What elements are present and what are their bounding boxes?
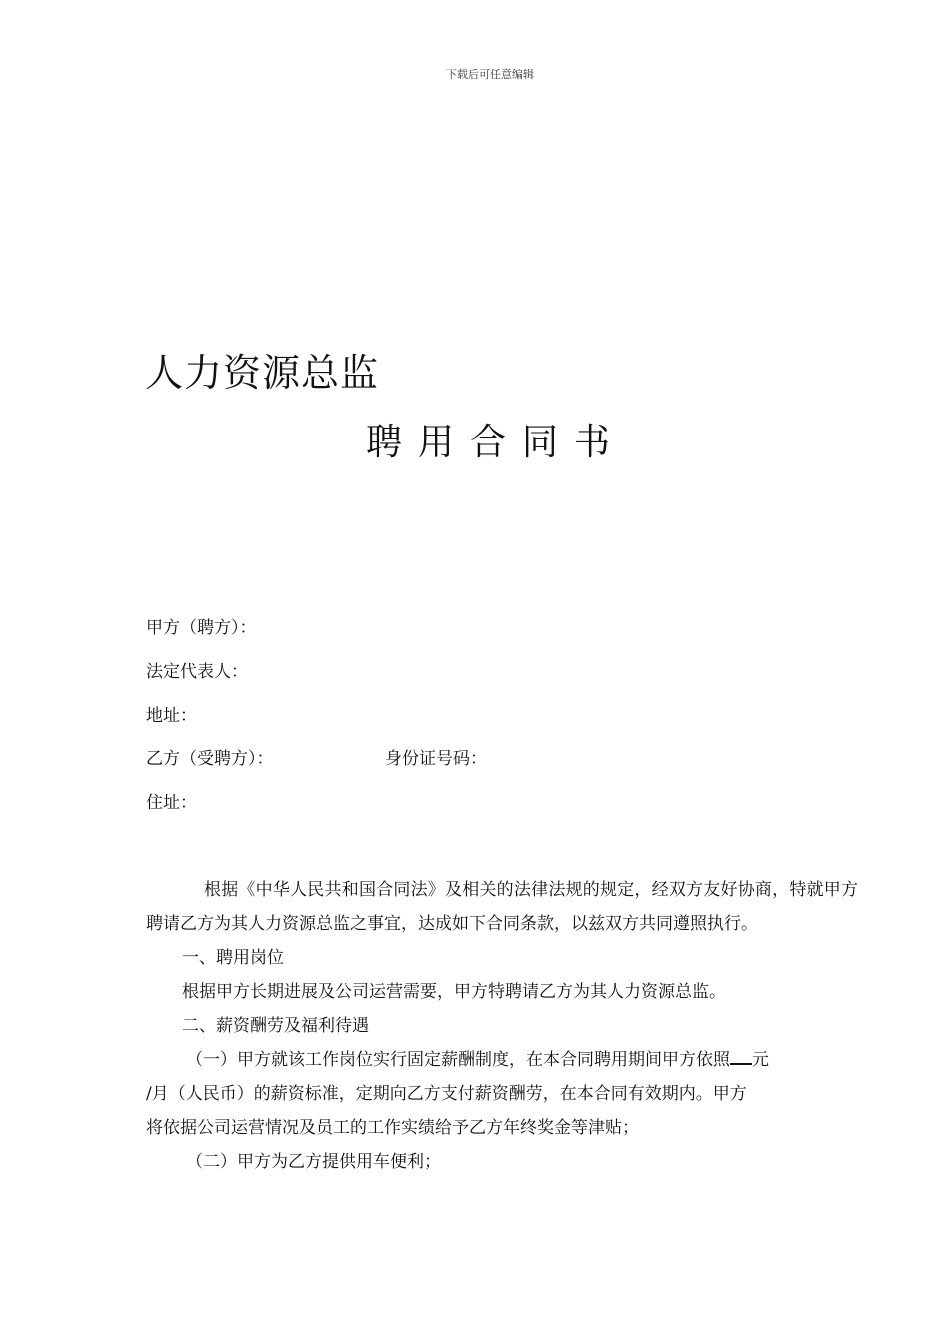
section1-text: 根据甲方长期进展及公司运营需要，甲方特聘请乙方为其人力资源总监。 [182,982,726,1002]
document-subtitle: 聘用合同书 [366,422,627,463]
contract-body [146,873,858,1179]
clause1-line2: /月（人民币）的薪资标准，定期向乙方支付薪资酬劳，在本合同有效期内。甲方 [146,1084,747,1104]
clause1-unit: 元 [752,1050,769,1070]
party-b-field: 乙方（受聘方）： [146,749,274,769]
clause1-line1 [146,1043,858,1077]
id-number-field: 身份证号码： [385,749,487,769]
intro-paragraph: 根据《中华人民共和国合同法》及相关的法律法规的规定，经双方友好协商，特就甲方聘请乙方为其人力资源总监之事宜，达成如下合同条款，以兹双方共同遵照执行。 [146,880,858,934]
salary-blank [730,1049,752,1065]
document-title: 人力资源总监 [145,351,380,395]
address-field: 地址： [146,706,197,726]
residence-field: 住址： [146,793,197,813]
legal-rep-field: 法定代表人： [146,662,248,682]
clause2: （二）甲方为乙方提供用车便利； [186,1152,441,1172]
clause1-text: （一）甲方就该工作岗位实行固定薪酬制度，在本合同聘用期间甲方依照 [186,1050,730,1070]
section1-title: 一、聘用岗位 [182,948,284,968]
clause1-line3: 将依据公司运营情况及员工的工作实绩给予乙方年终奖金等津贴； [146,1118,639,1138]
party-a-field: 甲方（聘方）： [146,618,257,638]
section2-title: 二、薪资酬劳及福利待遇 [182,1016,369,1036]
header-note: 下载后可任意编辑 [446,68,534,81]
